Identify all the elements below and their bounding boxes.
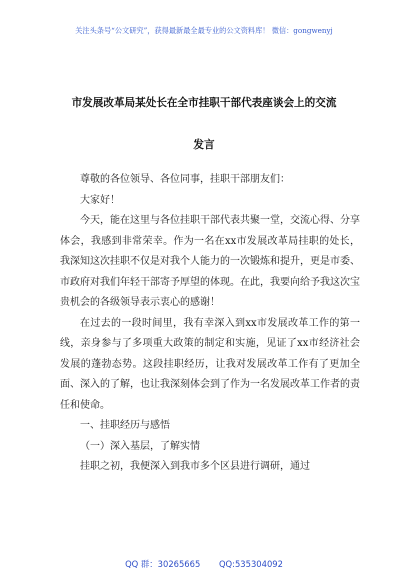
- body-paragraph: 在过去的一段时间里，我有幸深入到xx市发展改革工作的第一线，亲身参与了多项重大政策的制定和实施，见证了xx市经济社会发展的蓬勃态势。这段挂职经历，让我对发展改革工作有了更加全面、深入的了解，也让我深刻体会到了作为一名发展改革工作者的责任和使命。: [60, 317, 360, 411]
- footer-qq-group: QQ 群：30265665: [125, 559, 201, 569]
- document-title-line-1: 市发展改革局某处长在全市挂职干部代表座谈会上的交流: [71, 97, 337, 109]
- footer-contact-bar: [0, 558, 408, 570]
- footer-qq-number: QQ:535304092: [218, 559, 283, 569]
- subsection-heading: （一）深入基层，了解实情: [80, 440, 200, 452]
- body-paragraph: 挂职之初，我便深入到我市多个区县进行调研，通过: [80, 461, 310, 472]
- header-promo-banner: 关注头条号“公文研究”，获得最新最全最专业的公文资料库！ 微信：gongwenyj: [75, 26, 333, 35]
- document-title-line-2: 发言: [193, 139, 215, 151]
- salutation-paragraph: 尊敬的各位领导、各位同事，挂职干部朋友们：: [80, 174, 290, 185]
- section-heading: 一、挂职经历与感悟: [80, 420, 170, 431]
- greeting-paragraph: 大家好！: [80, 194, 120, 206]
- document-body: [60, 170, 360, 478]
- body-paragraph: 今天，能在这里与各位挂职干部代表共聚一堂，交流心得、分享体会，我感到非常荣幸。作为一名在xx市发展改革局挂职的处长，我深知这次挂职不仅是对我个人能力的一次锻炼和提升，更是市委、市政府对我们年轻干部寄予厚望的体现。在此，我要向给予我这次宝贵机会的各级领导表示衷心的感谢！: [60, 215, 360, 308]
